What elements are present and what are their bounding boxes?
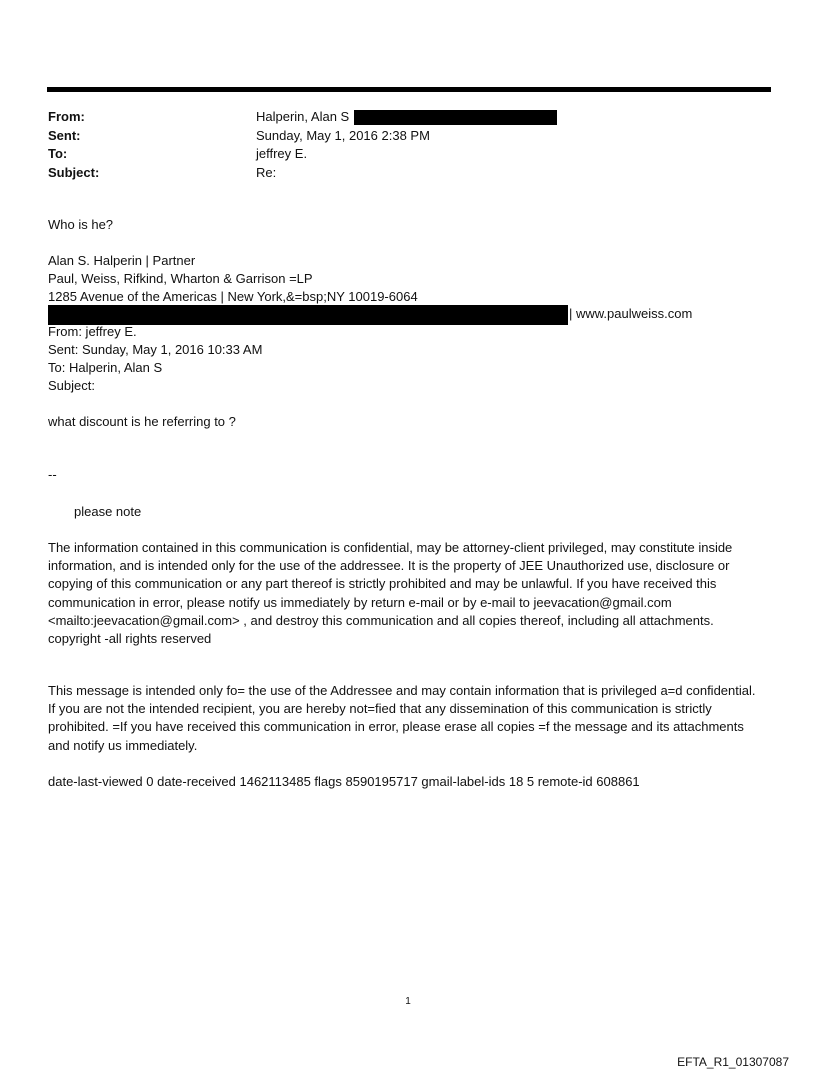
subject-row (48, 164, 557, 183)
message-metadata: date-last-viewed 0 date-received 1462113485 flags 8590195717 gmail-label-ids 18 5 remote-id 608861 (48, 774, 640, 789)
quoted-subject: Subject: (48, 378, 95, 393)
quoted-message: what discount is he referring to ? (48, 414, 236, 429)
from-row (48, 108, 557, 127)
sent-label: Sent: (48, 127, 81, 143)
redaction-box (354, 110, 557, 125)
signature-address: 1285 Avenue of the Americas | New York,&=bsp;NY 10019-6064 (48, 289, 418, 304)
quoted-sent: Sent: Sunday, May 1, 2016 10:33 AM (48, 342, 263, 357)
confidentiality-disclaimer: The information contained in this communication is confidential, may be attorney-client privileged, may constitute inside information, and is intended only for the use of the addressee. It is the property of JEE Unauthorized use, disclosure or copying of this communication or any part thereof is strictly prohibited and may be unlawful. If you have received this communication in error, please notify us immediately by return e-mail or by e-mail to jeevacation@gmail.com <mailto:jeevacation@gmail.com> , and destroy this communication and all copies thereof, including all attachments. copyright -all rights reserved (48, 540, 733, 647)
from-label: From: (48, 109, 85, 124)
quoted-from: From: jeffrey E. (48, 324, 137, 339)
subject-value: Re: (256, 164, 277, 180)
signature-firm: Paul, Weiss, Rifkind, Wharton & Garrison =LP (48, 271, 313, 286)
sent-row (48, 127, 557, 146)
bates-number: EFTA_R1_01307087 (677, 1055, 789, 1069)
redaction-bar (48, 305, 568, 325)
from-value: Halperin, Alan S (256, 109, 350, 124)
to-row (48, 145, 557, 164)
signature-name: Alan S. Halperin | Partner (48, 253, 196, 268)
sent-value: Sunday, May 1, 2016 2:38 PM (256, 127, 430, 143)
greeting: Who is he? (48, 217, 114, 232)
page-number: 1 (405, 996, 411, 1007)
separator: -- (48, 467, 57, 482)
to-value: jeffrey E. (256, 146, 308, 161)
email-header (48, 108, 557, 182)
quoted-to: To: Halperin, Alan S (48, 360, 163, 375)
header-rule (47, 87, 771, 92)
note: please note (74, 504, 142, 519)
to-label: To: (48, 146, 68, 161)
subject-label: Subject: (48, 164, 100, 180)
addressee-disclaimer: This message is intended only fo= the use of the Addressee and may contain information that is privileged a=d confidential. If you are not the intended recipient, you are hereby not=fied that any dissemination of this communication is strictly prohibited. =If you have received this communication in error, please erase all copies =f the message and its attachments and notify us immediately. (48, 683, 756, 753)
signature-url: | www.paulweiss.com (569, 306, 693, 321)
